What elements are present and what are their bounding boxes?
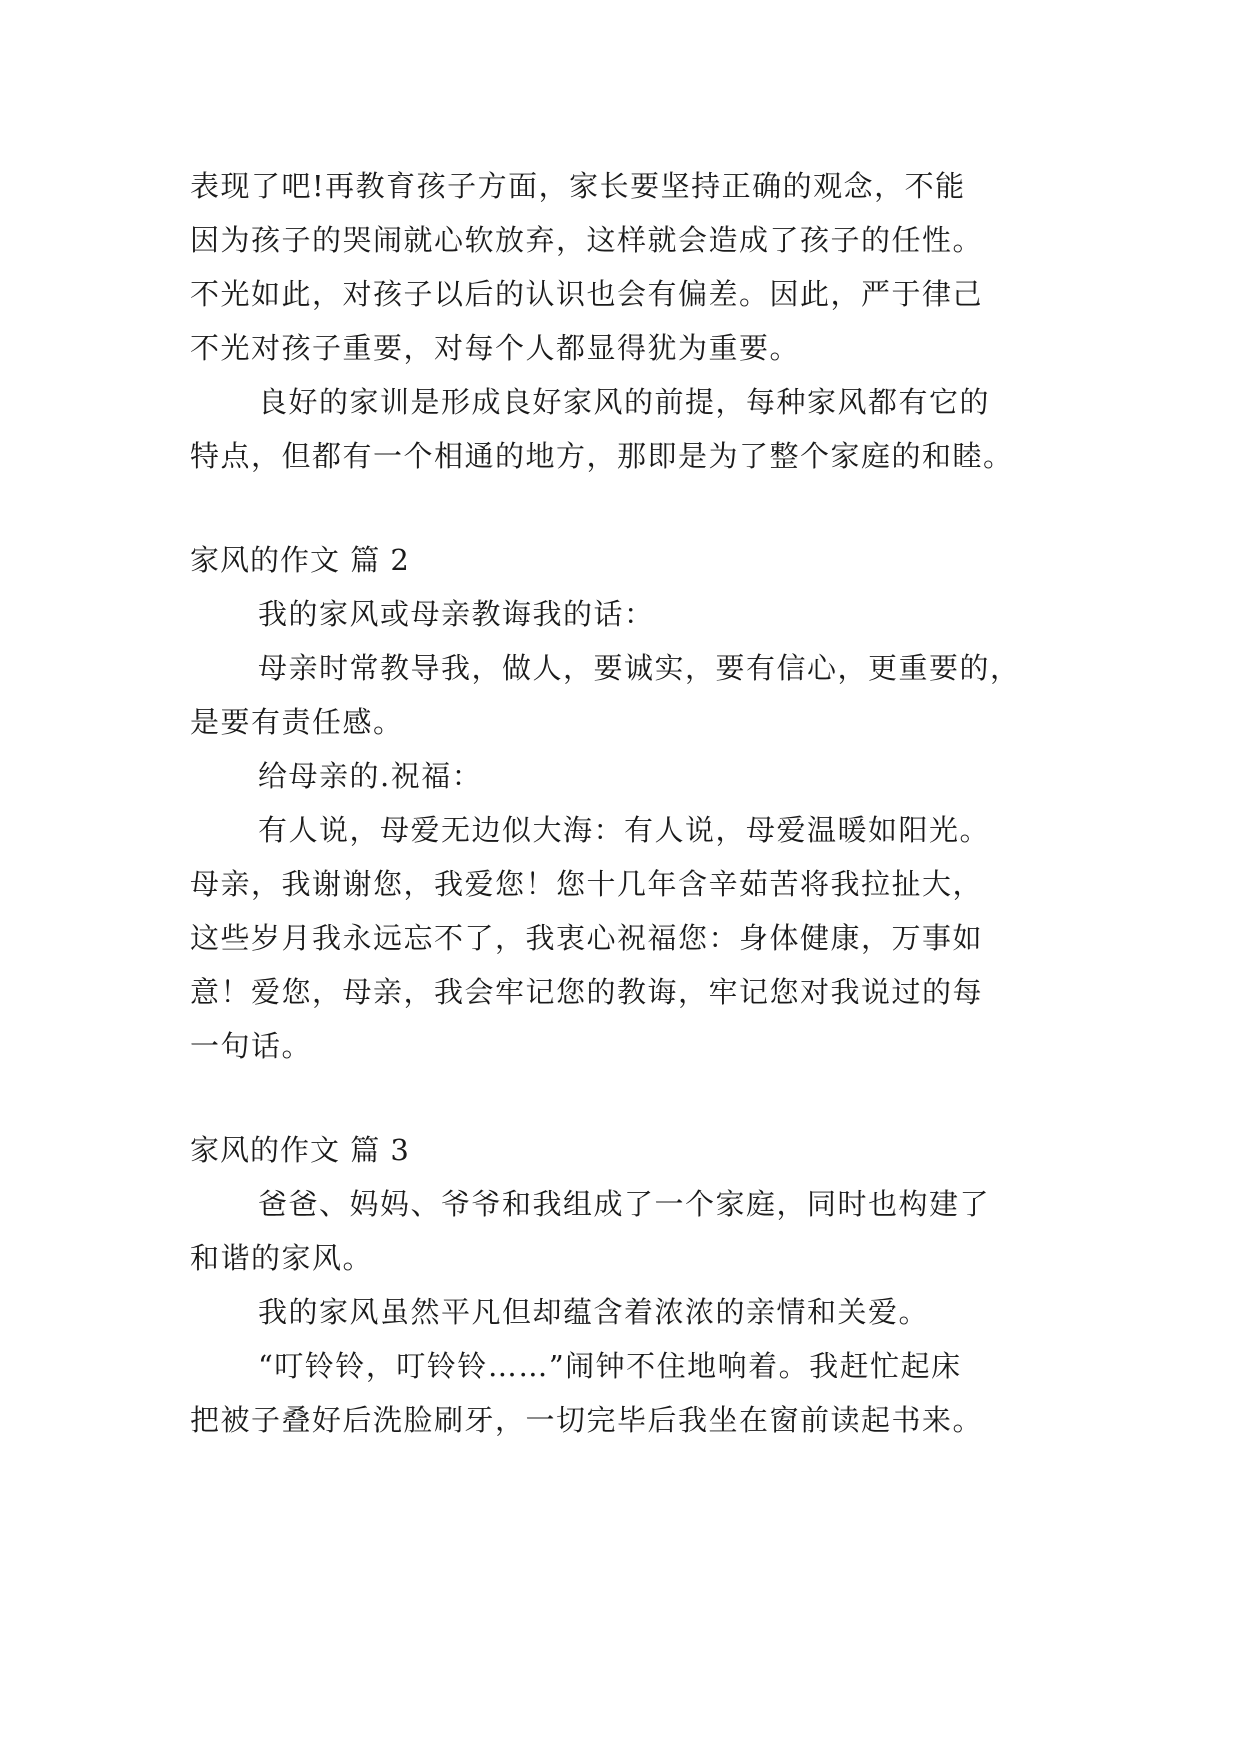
text-line: 不光如此，对孩子以后的认识也会有偏差。因此，严于律己 bbox=[190, 277, 984, 311]
text-line: 一句话。 bbox=[190, 1029, 313, 1063]
text-line: 表现了吧!再教育孩子方面，家长要坚持正确的观念，不能 bbox=[190, 169, 966, 203]
section-heading: 家风的作文 篇 3 bbox=[190, 1133, 410, 1167]
text-line: 我的家风或母亲教诲我的话： bbox=[258, 597, 655, 631]
text-line: 母亲，我谢谢您，我爱您！您十几年含辛茹苦将我拉扯大， bbox=[190, 867, 984, 901]
text-line: 不光对孩子重要，对每个人都显得犹为重要。 bbox=[190, 331, 801, 365]
text-line: 意！爱您，母亲，我会牢记您的教诲，牢记您对我说过的每 bbox=[190, 975, 984, 1009]
text-line: 这些岁月我永远忘不了，我衷心祝福您：身体健康，万事如 bbox=[190, 921, 984, 955]
text-line: 母亲时常教导我，做人，要诚实，要有信心，更重要的， bbox=[258, 651, 1021, 685]
text-line: 因为孩子的哭闹就心软放弃，这样就会造成了孩子的任性。 bbox=[190, 223, 984, 257]
section-heading: 家风的作文 篇 2 bbox=[190, 543, 410, 577]
text-line: 把被子叠好后洗脸刷牙，一切完毕后我坐在窗前读起书来。 bbox=[190, 1403, 984, 1437]
text-line: “叮铃铃，叮铃铃……”闹钟不住地响着。我赶忙起床 bbox=[258, 1349, 962, 1383]
text-line: 良好的家训是形成良好家风的前提，每种家风都有它的 bbox=[258, 385, 991, 419]
text-line: 爸爸、妈妈、爷爷和我组成了一个家庭，同时也构建了 bbox=[258, 1187, 991, 1221]
text-line: 和谐的家风。 bbox=[190, 1241, 374, 1275]
text-line: 是要有责任感。 bbox=[190, 705, 404, 739]
text-line: 有人说，母爱无边似大海：有人说，母爱温暖如阳光。 bbox=[258, 813, 991, 847]
text-line: 我的家风虽然平凡但却蕴含着浓浓的亲情和关爱。 bbox=[258, 1295, 930, 1329]
text-line: 给母亲的.祝福： bbox=[258, 759, 483, 793]
text-line: 特点，但都有一个相通的地方，那即是为了整个家庭的和睦。 bbox=[190, 439, 1014, 473]
